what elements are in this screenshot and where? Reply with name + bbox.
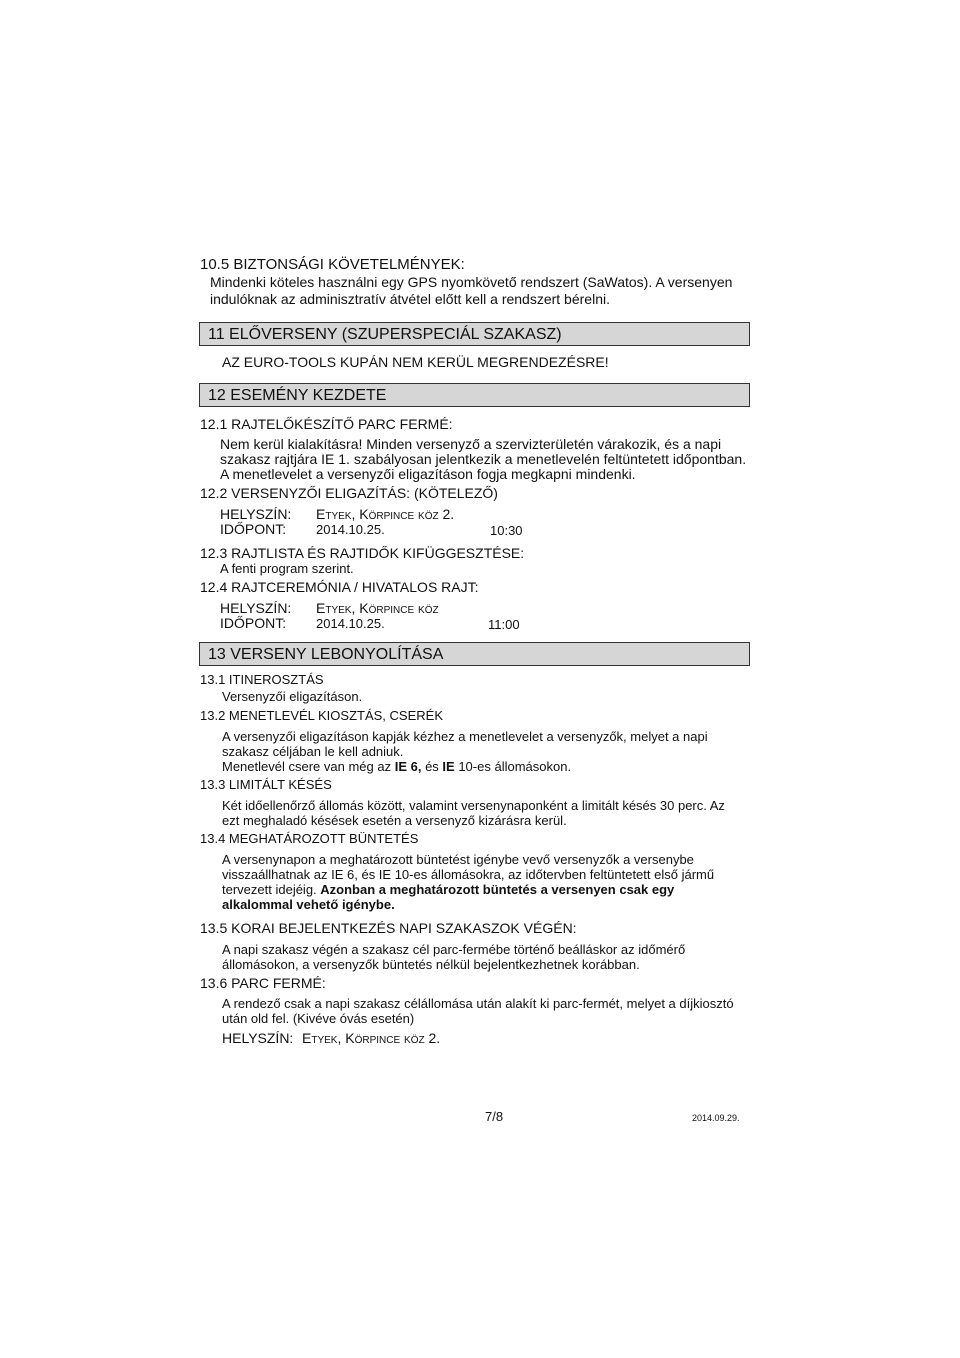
section-12-4-time-label: IDŐPONT:: [220, 615, 287, 631]
section-13-4-line2: visszaállhatnak az IE 6, és IE 10-es állomásokra, az időtervben feltüntetett első jármű: [222, 867, 715, 882]
section-13-header-text: 13 VERSENY LEBONYOLÍTÁSA: [208, 646, 444, 663]
section-13-1-line1: Versenyzői eligazításon.: [222, 689, 363, 704]
section-13-2-title: 13.2 MENETLEVÉL KIOSZTÁS, CSERÉK: [200, 708, 443, 723]
section-12-2-place-value: Etyek, Körpince köz 2.: [316, 506, 455, 522]
section-12-2-time: 10:30: [490, 523, 523, 538]
section-12-1-title: 12.1 RAJTELŐKÉSZÍTŐ PARC FERMÉ:: [200, 416, 453, 432]
section-12-2-time-label: IDŐPONT:: [220, 521, 287, 537]
section-13-4-title: 13.4 MEGHATÁROZOTT BÜNTETÉS: [200, 831, 419, 846]
section-13-6-place-value: Etyek, Körpince köz 2.: [302, 1030, 441, 1046]
section-13-2-line3-d: IE: [442, 759, 455, 774]
section-13-3-line2: ezt meghaladó késések esetén a versenyző kizárásra kerül.: [222, 813, 567, 828]
page-number: 7/8: [485, 1109, 504, 1124]
section-12-4-title: 12.4 RAJTCEREMÓNIA / HIVATALOS RAJT:: [200, 579, 479, 595]
section-12-3-title: 12.3 RAJTLISTA ÉS RAJTIDŐK KIFÜGGESZTÉSE:: [200, 545, 525, 561]
section-12-4-place-value: Etyek, Körpince köz: [316, 600, 439, 616]
section-12-4-time: 11:00: [488, 617, 520, 632]
section-13-header: [199, 642, 750, 666]
section-12-1-line3: A menetlevelet a versenyzői eligazításon fogja megkapni mindenki.: [220, 466, 636, 482]
section-12-1-line1: Nem kerül kialakításra! Minden versenyző a szervizterületén várakozik, és a napi: [220, 436, 722, 452]
section-13-2-line3-b: IE 6,: [394, 759, 422, 774]
section-13-2-line3-e: 10-es állomásokon.: [454, 759, 572, 774]
section-12-4-date: 2014.10.25.: [316, 616, 385, 631]
section-13-3-line1: Két időellenőrző állomás között, valamint versenynaponként a limitált késés 30 perc. Az: [222, 798, 725, 813]
section-13-2-line3-a: Menetlevél csere van még az: [222, 759, 395, 774]
section-13-4-line4: alkalommal vehető igénybe.: [222, 897, 395, 912]
section-12-1-line2: szakasz rajtjára IE 1. szabályosan jelentkezik a menetlevelén feltüntetett időpontban.: [220, 451, 747, 467]
section-13-5-title: 13.5 KORAI BEJELENTKEZÉS NAPI SZAKASZOK VÉGÉN:: [200, 920, 577, 936]
section-13-1-title: 13.1 ITINEROSZTÁS: [200, 672, 324, 687]
section-13-2-line3: [222, 760, 571, 774]
section-13-2-line1: A versenyzői eligazításon kapják kézhez a menetlevelet a versenyzők, melyet a napi: [222, 729, 708, 744]
section-13-4-line3: [222, 883, 674, 897]
section-11-header-text: 11 ELŐVERSENY (SZUPERSPECIÁL SZAKASZ): [208, 326, 562, 343]
section-12-2-date: 2014.10.25.: [316, 522, 385, 537]
section-13-3-title: 13.3 LIMITÁLT KÉSÉS: [200, 777, 332, 792]
section-12-header: [199, 383, 750, 407]
section-13-4-line3-a: tervezett idejéig.: [222, 882, 321, 897]
section-12-3-line1: A fenti program szerint.: [220, 561, 354, 576]
section-13-6-place-label: HELYSZÍN:: [222, 1030, 294, 1046]
section-10-5-line1: Mindenki köteles használni egy GPS nyomkövető rendszert (SaWatos). A versenyen: [210, 274, 733, 290]
section-13-4-line3-b: Azonban a meghatározott büntetés a versenyen csak egy: [320, 882, 675, 897]
section-13-4-line1: A versenynapon a meghatározott büntetést igénybe vevő versenyzők a versenybe: [222, 852, 694, 867]
document-date: 2014.09.29.: [692, 1113, 740, 1123]
section-12-4-place-label: HELYSZÍN:: [220, 600, 292, 616]
section-11-note: AZ EURO-TOOLS KUPÁN NEM KERÜL MEGRENDEZÉSRE!: [222, 354, 609, 370]
section-13-2-line3-c: és: [421, 759, 443, 774]
section-10-5-title: 10.5 BIZTONSÁGI KÖVETELMÉNYEK:: [200, 256, 465, 273]
section-12-header-text: 12 ESEMÉNY KEZDETE: [208, 387, 387, 404]
section-13-2-line2: szakasz céljában le kell adniuk.: [222, 744, 404, 759]
section-11-header: [199, 322, 750, 346]
section-12-2-title: 12.2 VERSENYZŐI ELIGAZÍTÁS: (KÖTELEZŐ): [200, 485, 498, 501]
section-13-5-line1: A napi szakasz végén a szakasz cél parc-fermébe történő beálláskor az időmérő: [222, 942, 686, 957]
section-13-6-line2: után old fel. (Kivéve óvás esetén): [222, 1011, 415, 1026]
section-13-5-line2: állomásokon, a versenyzők büntetés nélkül bejelentkezhetnek korábban.: [222, 957, 640, 972]
section-13-6-title: 13.6 PARC FERMÉ:: [200, 975, 326, 991]
section-12-2-place-label: HELYSZÍN:: [220, 506, 292, 522]
section-10-5-line2: indulóknak az adminisztratív átvétel előtt kell a rendszert bérelni.: [210, 291, 610, 307]
section-13-6-line1: A rendező csak a napi szakasz célállomása után alakít ki parc-fermét, melyet a díjkiosztó: [222, 996, 734, 1011]
